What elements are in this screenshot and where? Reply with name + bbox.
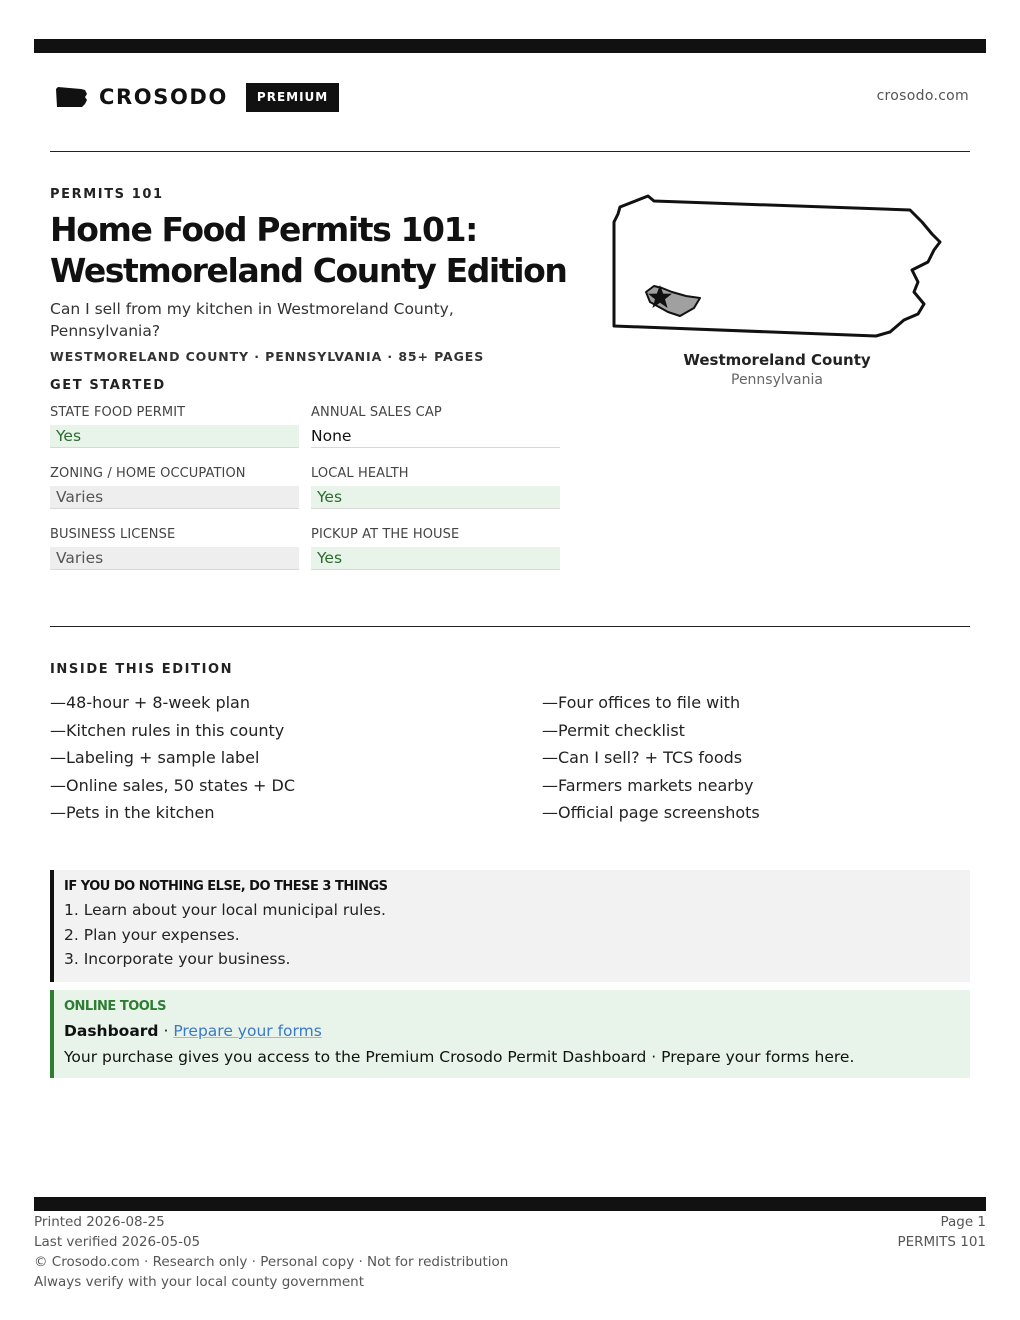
- section-divider: [50, 626, 970, 627]
- brand-name: CROSODO: [99, 85, 228, 109]
- fact-label: ANNUAL SALES CAP: [311, 405, 442, 420]
- toc-item: —Labeling + sample label: [50, 748, 260, 767]
- bottom-bar: [34, 1197, 986, 1211]
- step-item: 3. Incorporate your business.: [64, 950, 291, 968]
- toc-item: —Four offices to file with: [542, 693, 741, 712]
- prepare-forms-link[interactable]: Prepare your forms: [173, 1022, 322, 1040]
- fact-value: Yes: [50, 425, 299, 448]
- printed-date: Printed 2026-08-25: [34, 1214, 165, 1230]
- callout-title: ONLINE TOOLS: [64, 999, 166, 1014]
- toc-item: —Online sales, 50 states + DC: [50, 775, 296, 795]
- site-url[interactable]: crosodo.com: [876, 88, 969, 104]
- fact-value: Varies: [50, 486, 299, 509]
- fact-pickup-at-house: [311, 527, 560, 570]
- kicker: PERMITS 101: [50, 187, 164, 202]
- step-item: 1. Learn about your local municipal rules.: [64, 901, 386, 919]
- toc-item: —Can I sell? + TCS foods: [542, 748, 743, 767]
- footer-section: PERMITS 101: [897, 1234, 986, 1250]
- footer-right: [897, 1212, 986, 1252]
- toc-item: —Farmers markets nearby: [542, 775, 754, 795]
- fact-value: Varies: [50, 547, 299, 570]
- toc-item: —Kitchen rules in this county: [50, 720, 285, 740]
- top-bar: [34, 39, 986, 53]
- fact-label: BUSINESS LICENSE: [50, 527, 176, 542]
- map-county-label: Westmoreland County: [683, 351, 871, 369]
- dashboard-line: [64, 1018, 970, 1044]
- fact-label: PICKUP AT THE HOUSE: [311, 527, 460, 542]
- fact-local-health: [311, 466, 560, 509]
- fact-annual-sales-cap: [311, 405, 560, 448]
- get-started-label: GET STARTED: [50, 378, 166, 393]
- state-map: [610, 192, 944, 342]
- edition-meta: WESTMORELAND COUNTY · PENNSYLVANIA · 85+ PAGES: [50, 349, 485, 364]
- step-item: 2. Plan your expenses.: [64, 925, 240, 944]
- online-tools-callout: [50, 990, 970, 1078]
- top-three-callout: [50, 870, 970, 982]
- map-state-label: Pennsylvania: [731, 372, 823, 388]
- fact-value: Yes: [311, 486, 560, 509]
- toc-item: —Pets in the kitchen: [50, 803, 215, 822]
- page-number: Page 1: [940, 1214, 986, 1230]
- premium-badge: PREMIUM: [246, 83, 339, 112]
- fact-label: LOCAL HEALTH: [311, 466, 409, 481]
- inside-label: INSIDE THIS EDITION: [50, 662, 234, 677]
- callout-title: IF YOU DO NOTHING ELSE, DO THESE 3 THINGS: [64, 879, 388, 894]
- separator: ·: [158, 1022, 174, 1040]
- verified-date: Last verified 2026-05-05: [34, 1234, 201, 1250]
- disclaimer: Always verify with your local county government: [34, 1274, 364, 1290]
- pennsylvania-outline: [610, 192, 944, 342]
- dashboard-label: Dashboard: [64, 1022, 159, 1040]
- subtitle: Can I sell from my kitchen in Westmoreland County, Pennsylvania?: [50, 300, 454, 340]
- title-line-2: Westmoreland County Edition: [50, 251, 567, 290]
- header-divider: [50, 151, 970, 152]
- toc-item: —48-hour + 8-week plan: [50, 693, 250, 712]
- title-line-1: Home Food Permits 101:: [50, 210, 477, 249]
- toc-right: [542, 689, 760, 827]
- fact-zoning: [50, 466, 299, 509]
- fact-state-food-permit: [50, 405, 299, 448]
- fact-label: ZONING / HOME OCCUPATION: [50, 466, 246, 481]
- brand: [54, 82, 339, 112]
- toc-item: —Permit checklist: [542, 720, 685, 740]
- toc-item: —Official page screenshots: [542, 803, 760, 822]
- footer-left: [34, 1212, 508, 1292]
- toc-left: [50, 689, 295, 827]
- dashboard-description: Your purchase gives you access to the Premium Crosodo Permit Dashboard · Prepare your forms here.: [64, 1048, 855, 1066]
- pennsylvania-shape-icon: [54, 86, 88, 108]
- copyright: © Crosodo.com · Research only · Personal copy · Not for redistribution: [34, 1254, 509, 1270]
- fact-value: Yes: [311, 547, 560, 570]
- fact-business-license: [50, 527, 299, 570]
- steps-list: [64, 898, 970, 972]
- fact-value: None: [311, 425, 560, 448]
- fact-label: STATE FOOD PERMIT: [50, 405, 186, 420]
- page-title: [50, 209, 590, 291]
